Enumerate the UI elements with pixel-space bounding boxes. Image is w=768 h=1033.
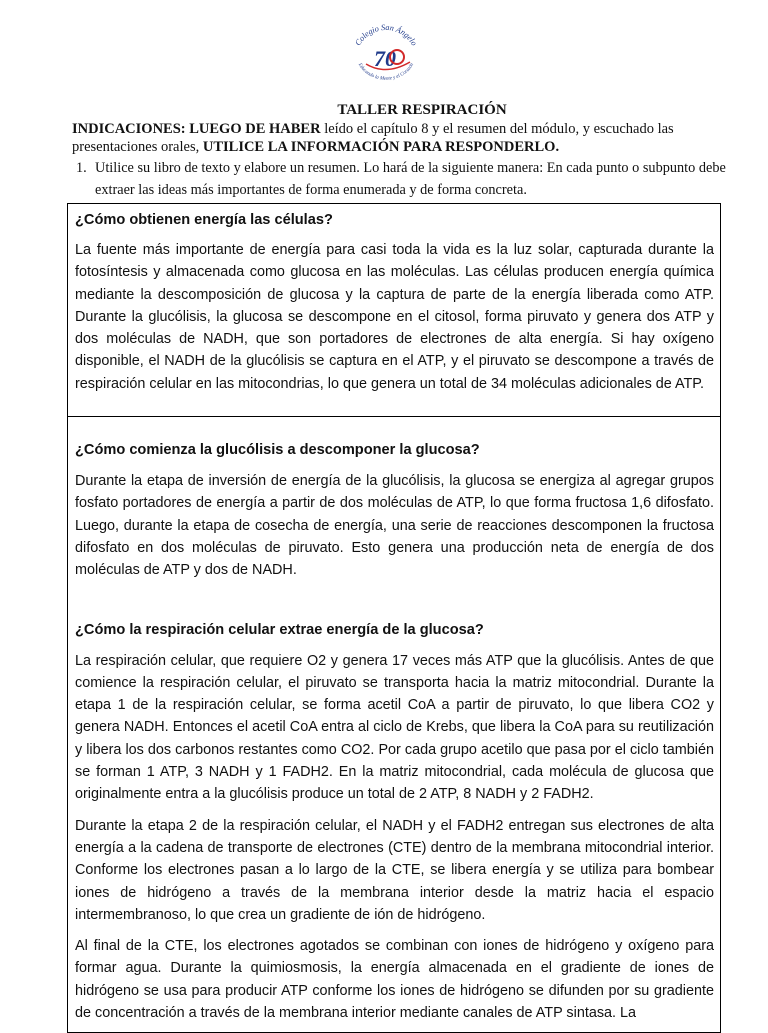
question-heading-1: ¿Cómo obtienen energía las células?	[75, 212, 333, 228]
svg-text:Colegio San Ángelo	[353, 23, 418, 47]
instruction-text: Utilice su libro de texto y elabore un resumen. Lo hará de la siguiente manera: En cada punto o subpunto debe extraer las ideas más importantes de forma enumerada y de forma concreta.	[95, 160, 726, 198]
instruction-item	[72, 157, 732, 201]
indications	[72, 120, 732, 156]
answer-box	[67, 203, 721, 1033]
logo-anniversary: 70	[374, 46, 396, 71]
section-divider	[68, 416, 720, 417]
indications-tail: UTILICE LA INFORMACIÓN PARA RESPONDERLO.	[202, 139, 560, 155]
indications-body: leído el capítulo 8 y el resumen del módulo, y escuchado las presentaciones orales,	[72, 121, 674, 155]
document-title: TALLER RESPIRACIÓN	[337, 102, 507, 118]
answer-paragraph-5: Al final de la CTE, los electrones agotados se combinan con iones de hidrógeno y oxígeno para formar agua. Durante la quimiosmosis, la energía almacenada en el gradiente de iones de hidrógeno se usa para producir ATP conforme los iones de hidrógeno se difunden por su gradiente de concentración a través de la membrana interior mediante canales de ATP sintasa. La	[75, 938, 714, 1022]
question-heading-3: ¿Cómo la respiración celular extrae energía de la glucosa?	[75, 621, 484, 638]
answer-paragraph-1: La fuente más importante de energía para casi toda la vida es la luz solar, capturada durante la fotosíntesis y almacenada como glucosa en las moléculas. Las células producen energía química mediante la descomposición de glucosa y la captura de parte de la energía liberada como ATP. Durante la glucólisis, la glucosa se descompone en el citosol, forma piruvato y genera dos ATP y dos moléculas de NADH, que son portadores de electrones de alta energía. Si hay oxígeno disponible, el NADH de la glucólisis se captura en el ATP, y el piruvato se descompone a través de respiración celular en las mitocondrias, lo que genera un total de 34 moléculas adicionales de ATP.	[75, 242, 714, 392]
question-heading-2: ¿Cómo comienza la glucólisis a descomponer la glucosa?	[75, 442, 480, 459]
logo-school-name: Colegio San Ángelo	[353, 22, 419, 48]
logo-tagline: Educando la Mente y el Corazón	[356, 62, 416, 82]
answer-paragraph-4: Durante la etapa 2 de la respiración celular, el NADH y el FADH2 entregan sus electrones de alta energía a la cadena de transporte de electrones (CTE) dentro de la membrana mitocondrial interior. Conforme los electrones pasan a lo largo de la CTE, se libera energía y se utiliza para bombear iones de hidrógeno a través de la membrana interior desde la matriz hacia el espacio intermembranoso, lo que crea un gradiente de ión de hidrógeno.	[75, 817, 714, 923]
answer-paragraph-3: La respiración celular, que requiere O2 y genera 17 veces más ATP que la glucólisis. Antes de que comience la respiración celular, el piruvato se transporta hacia la matriz mitocondrial. Durante la etapa 1 de la respiración celular, se forma acetil CoA a partir de piruvato, lo que libera CO2 y genera NADH. Entonces el acetil CoA entra al ciclo de Krebs, que libera la CoA para su reutilización y libera los dos carbonos restantes como CO2. Por cada grupo acetilo que pasa por el ciclo también se forman 1 ATP, 3 NADH y 1 FADH2. En la matriz mitocondrial, cada molécula de glucosa que originalmente entra a la glucólisis produce un total de 2 ATP, 8 NADH y 2 FADH2.	[75, 652, 714, 803]
answer-paragraph-2: Durante la etapa de inversión de energía de la glucólisis, la glucosa se energiza al agregar grupos fosfato portadores de energía a partir de dos moléculas de ATP, lo que forma fructosa 1,6 difosfato. Luego, durante la etapa de cosecha de energía, una serie de reacciones descomponen la fructosa difosfato en dos moléculas de piruvato. Esto genera una producción neta de energía de dos moléculas de ATP y dos de NADH.	[75, 473, 714, 579]
indications-lead: INDICACIONES: LUEGO DE HABER	[72, 121, 321, 137]
school-logo	[346, 20, 426, 86]
document-header	[72, 101, 732, 201]
instruction-number: 1.	[76, 160, 87, 176]
